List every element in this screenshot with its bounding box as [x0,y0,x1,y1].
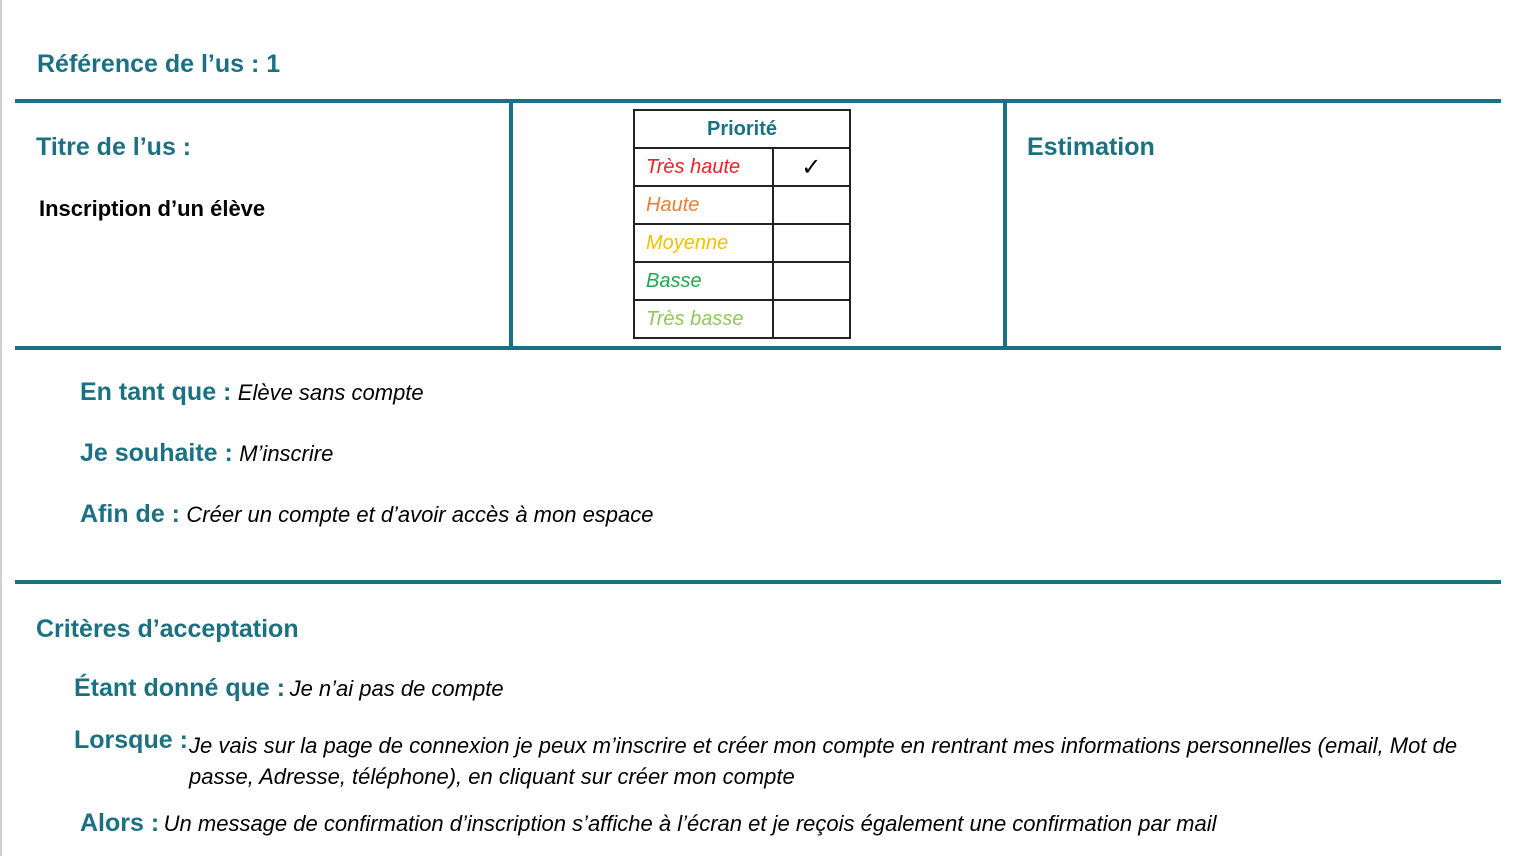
column-divider-2 [1003,101,1007,350]
as-a-value: Elève sans compte [237,380,424,405]
priority-check-cell [773,186,850,224]
reference-heading: Référence de l’us : 1 [37,50,281,78]
priority-row [634,262,850,300]
estimation-heading: Estimation [1027,133,1155,161]
priority-row [634,186,850,224]
i-want-value: M’inscrire [239,441,334,466]
criteria-divider [15,580,1501,584]
priority-check-cell [773,224,850,262]
then-label: Alors : [80,809,160,837]
then-line [80,809,1217,838]
header-bottom-divider [15,346,1501,350]
as-a-label: En tant que : [80,378,232,406]
checkmark-icon: ✓ [773,148,850,186]
priority-row [634,224,850,262]
i-want-line [80,439,333,468]
page-left-edge [0,0,2,856]
story-title: Inscription d’un élève [39,196,266,221]
so-that-label: Afin de : [80,500,180,528]
column-divider-1 [509,101,513,350]
acceptance-heading: Critères d’acceptation [36,615,299,643]
priority-header: Priorité [634,110,850,148]
when-label: Lorsque : [74,726,188,754]
so-that-value: Créer un compte et d’avoir accès à mon espace [186,502,654,527]
priority-row [634,300,850,338]
priority-row [634,148,850,186]
priority-level-label: Très basse [634,300,773,338]
given-line [74,674,504,703]
priority-check-cell [773,262,850,300]
so-that-line [80,500,654,529]
given-label: Étant donné que : [74,674,286,702]
then-value: Un message de confirmation d’inscription s’affiche à l’écran et je reçois également une confirmation par mail [163,811,1217,836]
priority-level-label: Haute [634,186,773,224]
priority-level-label: Basse [634,262,773,300]
priority-table [633,109,851,339]
priority-check-cell [773,300,850,338]
top-divider [15,99,1501,103]
priority-level-label: Moyenne [634,224,773,262]
i-want-label: Je souhaite : [80,439,233,467]
when-value: Je vais sur la page de connexion je peux m’inscrire et créer mon compte en rentrant mes informations personnelles (email, Mot de passe, Adresse, téléphone), en cliquant sur créer mon compte [189,733,1458,789]
title-heading: Titre de l’us : [36,133,192,161]
priority-level-label: Très haute [634,148,773,186]
given-value: Je n’ai pas de compte [289,676,504,701]
as-a-line [80,378,424,407]
